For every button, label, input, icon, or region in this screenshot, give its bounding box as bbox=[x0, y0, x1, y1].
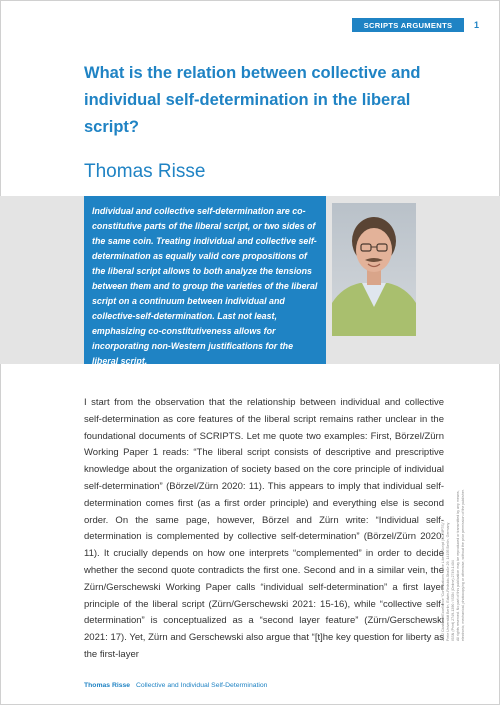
body-text bbox=[84, 395, 444, 664]
copyright-line: electronic, mechanical, photocopying or otherwise, without the prior permission of the publisher. bbox=[461, 489, 465, 641]
author-name: Thomas Risse bbox=[84, 161, 206, 182]
abstract-box: Individual and collective self-determination are co-constitutive parts of the liberal script, or two sides of the same coin. Treating individual and collective self-determination as equally valid core propositions of the liberal script allows to both analyze the tensions between them and to group the varieties of the liberal script on a continuum between individual and collective-self-determination. Last not least, emphasizing co-constitutiveness allows for incorporating non-Western justifications for the liberal script. bbox=[84, 196, 326, 364]
page-title: What is the relation between collective and individual self-determination in the liberal script? bbox=[84, 64, 421, 136]
copyright-line: 2022 Cluster of Excellence “Contestations of the Liberal Script (SCRIPTS)”, bbox=[441, 520, 445, 641]
footer-author: Thomas Risse bbox=[84, 682, 131, 689]
footer-title: Collective and Individual Self-Determination bbox=[135, 682, 268, 689]
page-footer bbox=[84, 682, 267, 689]
page-number: 1 bbox=[474, 20, 480, 30]
copyright-line: ISSN (Print) 2749-1390 / ISSN (Online) 2749-1404 bbox=[451, 560, 455, 641]
copyright-line: All rights reserved. No part of this publication may be reproduced or transmitted by any means, bbox=[456, 490, 460, 641]
section-label: SCRIPTS ARGUMENTS bbox=[352, 18, 464, 32]
author-photo bbox=[332, 203, 416, 336]
side-copyright bbox=[441, 426, 466, 641]
body-paragraph: I start from the observation that the relationship between individual and collective self-determination as core features of the liberal script remains rather unclear in the foundational documents of SCRIPTS. Let me quote two examples: First, Börzel/Zürn Working Paper 1 reads: “The liberal script consists of descriptive and prescriptive knowledge about the organization of society based on the core principle of individual self-determination” (Börzel/Zürn 2020: 11). This appears to imply that individual self-determination comes first (as a first order principle) and everything else is second order. On the same page, however, Börzel and Zürn write: “Individual self-determination is complemented by collective self-determination” (Börzel/Zürn 2020: 11). It crucially depends on how one interprets “complemented” in order to decide whether the second quote contradicts the first one. Second and in a similar vein, the Zürn/Gerschewski Working Paper calls “individual self-determination” a first layer principle of the liberal script (Zürn/Gerschewski 2021: 15-16), while “collective self-determination” is conceptualized as a “second layer feature” (Zürn/Gerschewski 2021: 17). Yet, Zürn and Gerschewski also argue that “[t]he key question for liberty as the first-layer bbox=[84, 397, 444, 660]
copyright-line: Freie Universität Berlin, Edwin-Redslob-Straße 29, 14195 Berlin, Germany bbox=[446, 522, 450, 641]
